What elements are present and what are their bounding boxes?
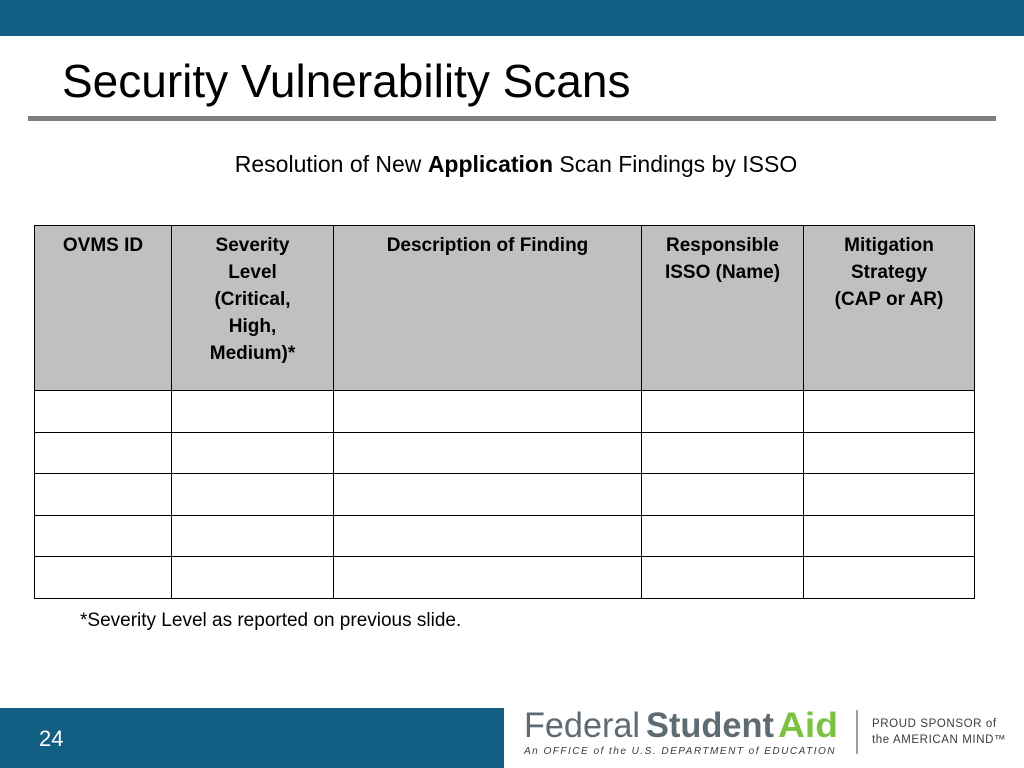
scan-findings-table — [34, 225, 975, 599]
col-header-mitigation-strategy: Mitigation Strategy (CAP or AR) — [804, 226, 975, 391]
caption-text-after: Scan Findings by ISSO — [553, 151, 798, 177]
table-cell — [172, 557, 334, 599]
table-cell — [35, 432, 172, 474]
logo-word-student: Student — [646, 706, 775, 745]
table-cell — [642, 557, 804, 599]
title-underline — [28, 116, 996, 121]
table-row — [35, 515, 975, 557]
proud-sponsor-tagline — [872, 716, 1006, 748]
table-cell — [172, 474, 334, 516]
col-header-ovms-id: OVMS ID — [35, 226, 172, 391]
table-cell — [334, 474, 642, 516]
table-cell — [804, 391, 975, 433]
table-cell — [642, 474, 804, 516]
table-cell — [334, 515, 642, 557]
table-cell — [334, 432, 642, 474]
table-row — [35, 474, 975, 516]
logo-divider — [856, 710, 858, 754]
table-cell — [35, 391, 172, 433]
federal-student-aid-logo — [522, 704, 852, 762]
table-cell — [172, 391, 334, 433]
table-cell — [804, 557, 975, 599]
table-header-row — [35, 226, 975, 391]
logo-tagline: An OFFICE of the U.S. DEPARTMENT of EDUCATION — [523, 745, 836, 757]
table-cell — [642, 391, 804, 433]
table-row — [35, 432, 975, 474]
logo-word-aid: Aid — [778, 706, 838, 745]
table-cell — [172, 515, 334, 557]
table-cell — [804, 515, 975, 557]
sponsor-line-2: the AMERICAN MIND™ — [872, 734, 1007, 746]
table-cell — [334, 557, 642, 599]
table-cell — [804, 432, 975, 474]
table-cell — [642, 432, 804, 474]
table-cell — [172, 432, 334, 474]
sponsor-line-1: PROUD SPONSOR of — [872, 718, 997, 730]
table-row — [35, 557, 975, 599]
logo-word-federal: Federal — [524, 706, 640, 745]
page-number: 24 — [39, 726, 64, 751]
col-header-description: Description of Finding — [334, 226, 642, 391]
table-cell — [804, 474, 975, 516]
slide-title: Security Vulnerability Scans — [62, 55, 631, 107]
table-cell — [642, 515, 804, 557]
table-row — [35, 391, 975, 433]
table-body — [35, 391, 975, 599]
top-banner-bar — [0, 0, 1024, 36]
caption-text-bold: Application — [427, 151, 554, 177]
footnote: *Severity Level as reported on previous slide. — [80, 610, 462, 631]
table-cell — [35, 515, 172, 557]
table-cell — [334, 391, 642, 433]
table-cell — [35, 557, 172, 599]
bottom-banner-bar — [0, 708, 504, 768]
col-header-severity-level: Severity Level (Critical, High, Medium)* — [172, 226, 334, 391]
table-caption — [0, 150, 1024, 178]
col-header-responsible-isso: Responsible ISSO (Name) — [642, 226, 804, 391]
caption-text-before: Resolution of New — [234, 151, 428, 177]
table-cell — [35, 474, 172, 516]
